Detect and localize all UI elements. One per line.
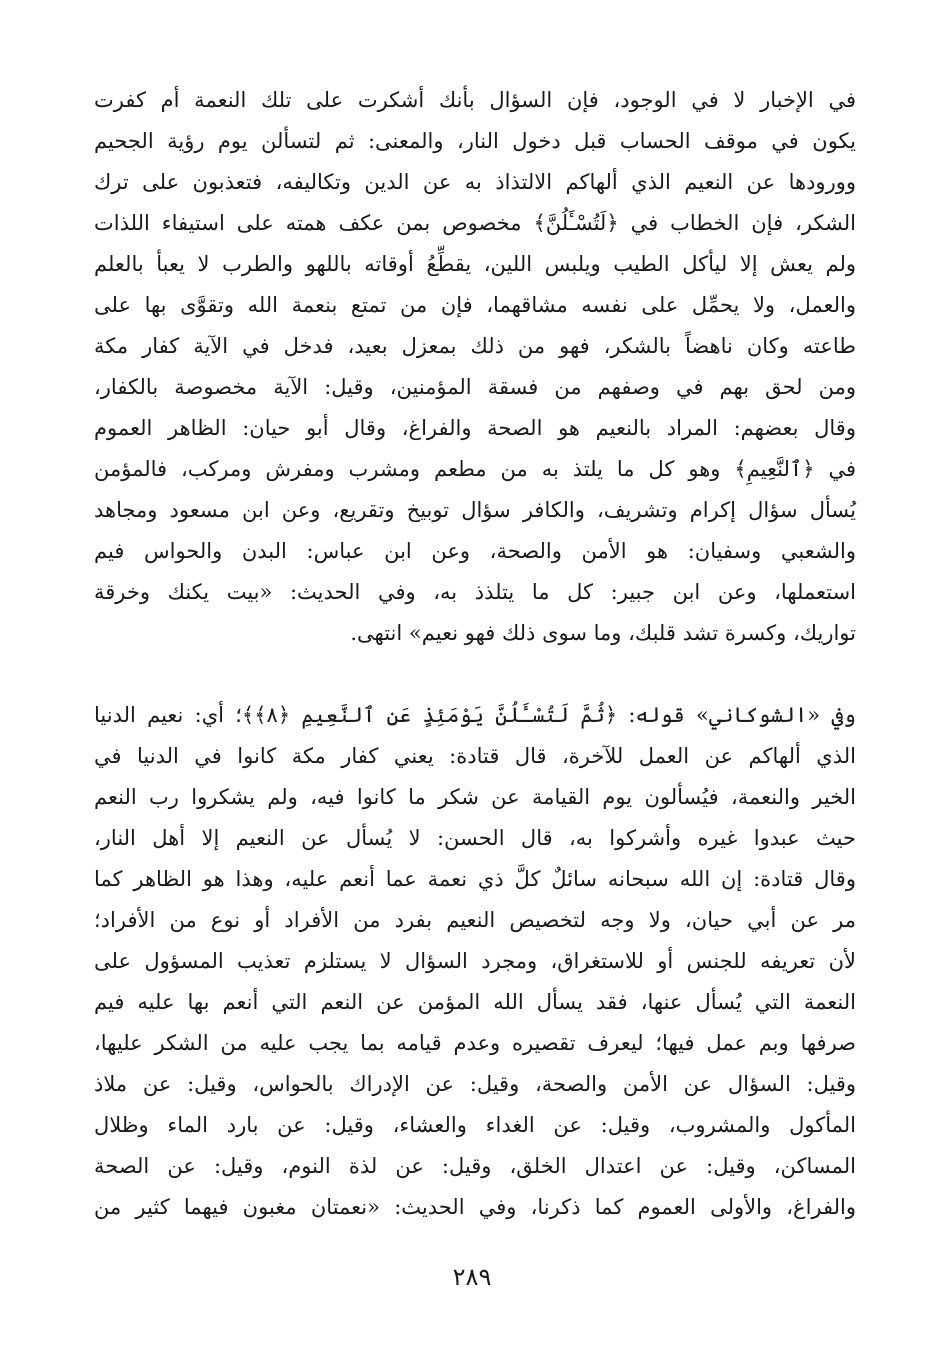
text-line: تواريك، وكسرة تشد قلبك، وما سوى ذلك فهو نعيم» انتهى. <box>350 621 856 645</box>
paragraph-2 <box>94 695 856 1228</box>
text-line: في الإخبار لا في الوجود، فإن السؤال بأنك أشكرت على تلك النعمة أم كفرت <box>94 88 856 112</box>
text-line: النعمة التي يُسأل عنها، فقد يسأل الله المؤمن عن النعم التي أنعم بها عليه فيم <box>94 990 856 1014</box>
text-line: والشعبي وسفيان: هو الأمن والصحة، وعن ابن عباس: البدن والحواس فيم <box>94 539 856 563</box>
text-line: والعمل، ولا يحمِّل على نفسه مشاقهما، فإن من تمتع بنعمة الله وتقوَّى بها على <box>94 293 856 317</box>
paragraph-1 <box>94 80 856 654</box>
text-line: المأكول والمشروب، وقيل: عن الغداء والعشاء، وقيل: عن بارد الماء وظلال <box>94 1113 856 1137</box>
text-line: استعملها، وعن ابن جبير: كل ما يتلذذ به، وفي الحديث: «بيت يكنك وخرقة <box>94 580 856 604</box>
text-line: وقال بعضهم: المراد بالنعيم هو الصحة والفراغ، وقال أبو حيان: الظاهر العموم <box>94 416 856 440</box>
text-line: يكون في موقف الحساب قبل دخول النار، والمعنى: ثم لتسألن يوم رؤية الجحيم <box>94 129 856 153</box>
text-line: طاعته وكان ناهضاً بالشكر، فهو من ذلك بمعزل بعيد، فدخل في الآية كفار مكة <box>94 334 856 358</box>
text-line: صرفها وبم عمل فيها؛ ليعرف تقصيره وعدم قيامه بما يجب عليه من الشكر عليها، <box>94 1031 856 1055</box>
text-line: حيث عبدوا غيره وأشركوا به، قال الحسن: لا يُسأل عن النعيم إلا أهل النار، <box>94 826 856 850</box>
text-line: الشكر، فإن الخطاب في ﴿لَتُسْـَٔلُنَّ﴾ مخصوص بمن عكف همته على استيفاء اللذات <box>94 211 856 235</box>
text-line: الذي ألهاكم عن العمل للآخرة، قال قتادة: يعني كفار مكة كانوا في الدنيا في <box>94 744 856 768</box>
text-line: يُسأل سؤال إكرام وتشريف، والكافر سؤال توبيخ وتقريع، وعن ابن مسعود ومجاهد <box>94 498 856 522</box>
text-line: الخير والنعمة، فيُسألون يوم القيامة عن شكر ما كانوا فيه، ولم يشكروا رب النعم <box>94 785 856 809</box>
text-line: لأن تعريفه للجنس أو للاستغراق، ومجرد السؤال لا يستلزم تعذيب المسؤول على <box>94 949 856 973</box>
text-line: المساكن، وقيل: عن اعتدال الخلق، وقيل: عن لذة النوم، وقيل: عن الصحة <box>94 1154 856 1178</box>
text-line: وقيل: السؤال عن الأمن والصحة، وقيل: عن الإدراك بالحواس، وقيل: عن ملاذ <box>94 1072 856 1096</box>
text-line: وفي «الشوكاني» قوله: ﴿ثُمَّ لَتُسْـَٔلُنَّ يَوْمَئِذٍ عَنِ ٱلنَّعِيمِ ﴿٨﴾﴾؛ أي: نعيم الدنيا <box>94 703 856 727</box>
text-line: مر عن أبي حيان، ولا وجه لتخصيص النعيم بفرد من الأفراد أو نوع من الأفراد؛ <box>94 908 856 932</box>
page-number: ٢٨٩ <box>452 1263 492 1291</box>
text-line: ولم يعش إلا ليأكل الطيب ويلبس اللين، يقطِّعُ أوقاته باللهو والطرب لا يعبأ بالعلم <box>94 252 856 276</box>
text-line: ومن لحق بهم في وصفهم من فسقة المؤمنين، وقيل: الآية مخصوصة بالكفار، <box>94 375 856 399</box>
text-line: وقال قتادة: إن الله سبحانه سائلٌ كلَّ ذي نعمة عما أنعم عليه، وهذا هو الظاهر كما <box>94 867 856 891</box>
text-line: والفراغ، والأولى العموم كما ذكرنا، وفي الحديث: «نعمتان مغبون فيهما كثير من <box>94 1195 856 1219</box>
text-line: وورودها عن النعيم الذي ألهاكم الالتذاذ به عن الدين وتكاليفه، فتعذبون على ترك <box>94 170 856 194</box>
text-line: في ﴿ٱلنَّعِيمِ﴾ وهو كل ما يلتذ به من مطعم ومشرب ومفرش ومركب، فالمؤمن <box>94 457 856 481</box>
